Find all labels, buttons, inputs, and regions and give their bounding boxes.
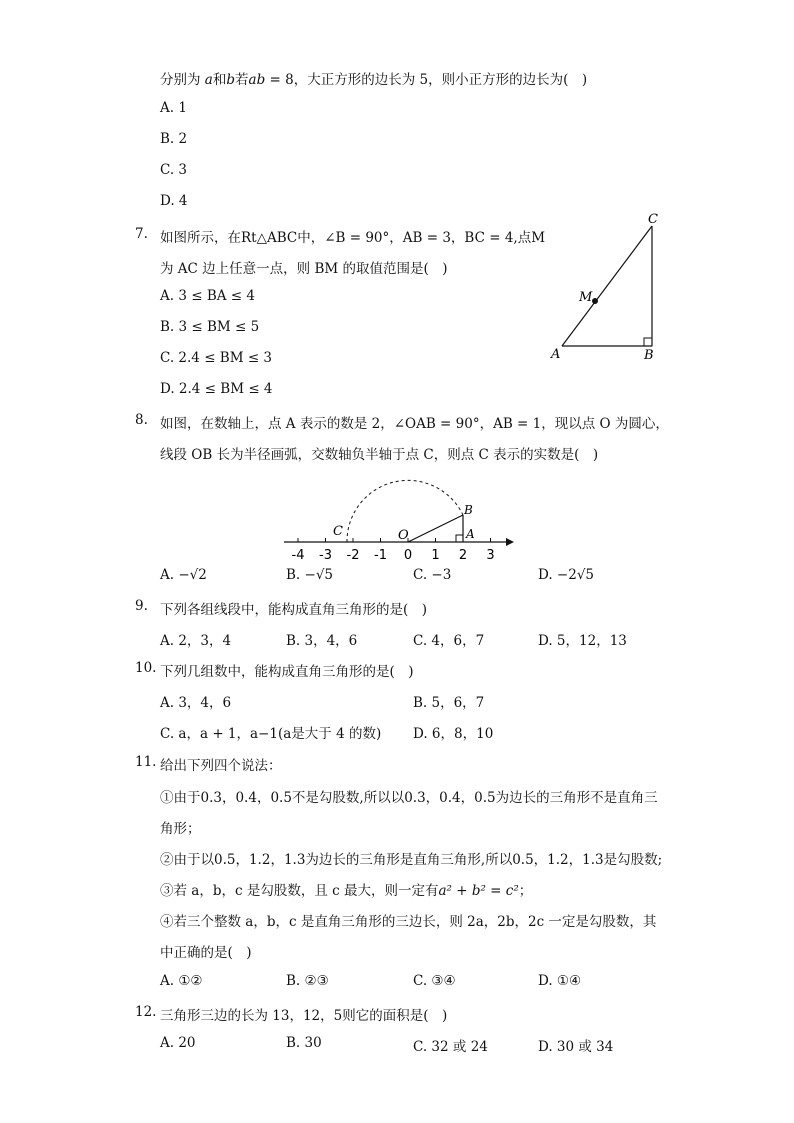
q8-tick-label: 0 bbox=[403, 548, 413, 563]
q12-stem: 三角形三边的长为 13，12，5则它的面积是( ) bbox=[160, 1008, 448, 1024]
q11-option-a[interactable]: A. ①② bbox=[160, 973, 203, 989]
q9-option-b[interactable]: B. 3，4，6 bbox=[286, 633, 358, 649]
q10-stem: 下列几组数中，能构成直角三角形的是( ) bbox=[160, 664, 414, 680]
q7-label-c: C bbox=[648, 212, 658, 227]
q11-statement-1-line1: ①由于0.3，0.4，0.5不是勾股数,所以以0.3，0.4，0.5为边长的三角形不是直角三 bbox=[160, 790, 658, 806]
q12-option-a[interactable]: A. 20 bbox=[160, 1035, 196, 1051]
q12-option-c[interactable]: C. 32 或 24 bbox=[413, 1039, 488, 1055]
q6-var-b: b bbox=[226, 72, 236, 88]
q7-option-c[interactable]: C. 2.4 ≤ BM ≤ 3 bbox=[160, 350, 273, 366]
q10-option-d[interactable]: D. 6，8，10 bbox=[413, 726, 494, 742]
q11-statement-4-line1: ④若三个整数 a，b，c 是直角三角形的三边长，则 2a，2b，2c 一定是勾股数，其 bbox=[160, 914, 657, 930]
q9-option-d[interactable]: D. 5，12，13 bbox=[538, 633, 627, 649]
q12-option-b[interactable]: B. 30 bbox=[286, 1035, 322, 1051]
q11-statement-3-text: ③若 a，b，c 是勾股数，且 c 最大，则一定有 bbox=[160, 883, 439, 899]
q6-stem-pre: 分别为 bbox=[160, 72, 205, 88]
q10-option-b[interactable]: B. 5，6，7 bbox=[413, 695, 485, 711]
q7-label-a: A bbox=[551, 347, 561, 362]
q6-var-a: a bbox=[204, 72, 213, 88]
q7-stem-line1: 如图所示，在Rt△ABC中，∠B = 90°，AB = 3，BC = 4,点M bbox=[160, 230, 546, 246]
q11-statement-3 bbox=[160, 879, 532, 899]
q7-option-a[interactable]: A. 3 ≤ BA ≤ 4 bbox=[160, 288, 255, 304]
q7-right-angle-mark bbox=[644, 338, 652, 346]
q8-label-b: B bbox=[464, 503, 473, 517]
q11-option-d[interactable]: D. ①④ bbox=[538, 973, 582, 989]
q8-tick-label: -2 bbox=[346, 548, 360, 563]
q11-number: 11. bbox=[135, 754, 157, 770]
q12-number: 12. bbox=[135, 1004, 157, 1020]
q8-label-a: A bbox=[466, 527, 475, 541]
q7-stem-line2: 为 AC 边上任意一点，则 BM 的取值范围是( ) bbox=[160, 261, 448, 277]
q7-side-ac bbox=[562, 226, 652, 346]
q6-option-b[interactable]: B. 2 bbox=[160, 131, 188, 147]
q8-tick-label: 2 bbox=[458, 548, 468, 563]
q8-tick-label: 1 bbox=[431, 548, 440, 563]
q8-tick-label: -3 bbox=[319, 548, 332, 563]
q8-axis-arrow bbox=[506, 538, 514, 546]
q8-stem-line1: 如图，在数轴上，点 A 表示的数是 2，∠OAB = 90°，AB = 1，现以点 O 为圆心， bbox=[160, 416, 669, 432]
q12-option-d[interactable]: D. 30 或 34 bbox=[538, 1039, 614, 1055]
q11-statement-1-line2: 角形； bbox=[160, 821, 201, 837]
q8-right-angle-mark bbox=[456, 535, 463, 542]
q9-number: 9. bbox=[135, 598, 148, 614]
q10-number: 10. bbox=[135, 660, 157, 676]
q11-option-c[interactable]: C. ③④ bbox=[413, 973, 456, 989]
q8-segment-ob bbox=[408, 515, 463, 542]
q7-label-m: M bbox=[579, 290, 593, 305]
q6-option-d[interactable]: D. 4 bbox=[160, 193, 188, 209]
q6-stem-mid: 若 bbox=[235, 72, 249, 88]
q8-label-c: C bbox=[333, 524, 343, 539]
q10-option-a[interactable]: A. 3，4，6 bbox=[160, 695, 232, 711]
q7-point-m bbox=[592, 298, 598, 304]
q6-option-a[interactable]: A. 1 bbox=[160, 100, 187, 116]
q8-tick-label: -4 bbox=[291, 548, 305, 563]
q9-option-c[interactable]: C. 4，6，7 bbox=[413, 633, 485, 649]
q8-option-b[interactable]: B. −√5 bbox=[286, 567, 334, 583]
q6-and: 和 bbox=[212, 72, 227, 88]
q8-tick-label: -1 bbox=[374, 548, 387, 563]
q9-stem: 下列各组线段中，能构成直角三角形的是( ) bbox=[160, 602, 428, 618]
q11-statement-4-line2: 中正确的是( ) bbox=[160, 945, 252, 961]
q7-number: 7. bbox=[135, 226, 148, 242]
q11-stem: 给出下列四个说法： bbox=[160, 758, 282, 774]
q6-stem-line bbox=[160, 68, 587, 88]
q7-option-d[interactable]: D. 2.4 ≤ BM ≤ 4 bbox=[160, 381, 273, 397]
q8-label-o: O bbox=[398, 528, 409, 543]
q10-option-c[interactable]: C. a，a + 1，a−1(a是大于 4 的数) bbox=[160, 726, 382, 742]
q8-option-a[interactable]: A. −√2 bbox=[160, 567, 207, 583]
q8-number: 8. bbox=[135, 412, 148, 428]
q7-option-b[interactable]: B. 3 ≤ BM ≤ 5 bbox=[160, 319, 260, 335]
q11-statement-3-formula: a² + b² = c² bbox=[438, 883, 519, 899]
q11-option-b[interactable]: B. ②③ bbox=[286, 973, 329, 989]
q6-option-c[interactable]: C. 3 bbox=[160, 162, 188, 178]
q8-number-line-figure bbox=[270, 465, 520, 565]
q6-expr-ab: ab bbox=[248, 72, 266, 88]
q8-option-d[interactable]: D. −2√5 bbox=[538, 567, 595, 583]
q11-statement-3-end: ； bbox=[518, 883, 533, 899]
q7-label-b: B bbox=[644, 348, 654, 363]
q9-option-a[interactable]: A. 2，3，4 bbox=[160, 633, 232, 649]
q8-tick-label: 3 bbox=[486, 548, 495, 563]
q6-stem-eq: = 8，大正方形的边长为 5，则小正方形的边长为( ) bbox=[265, 72, 588, 88]
q8-option-c[interactable]: C. −3 bbox=[413, 567, 452, 583]
q7-triangle-figure bbox=[545, 210, 665, 365]
q8-stem-line2: 线段 OB 长为半径画弧，交数轴负半轴于点 C，则点 C 表示的实数是( ) bbox=[160, 447, 599, 463]
q11-statement-2: ②由于以0.5，1.2，1.3为边长的三角形是直角三角形,所以0.5，1.2，1.3是勾股数; bbox=[160, 852, 663, 868]
